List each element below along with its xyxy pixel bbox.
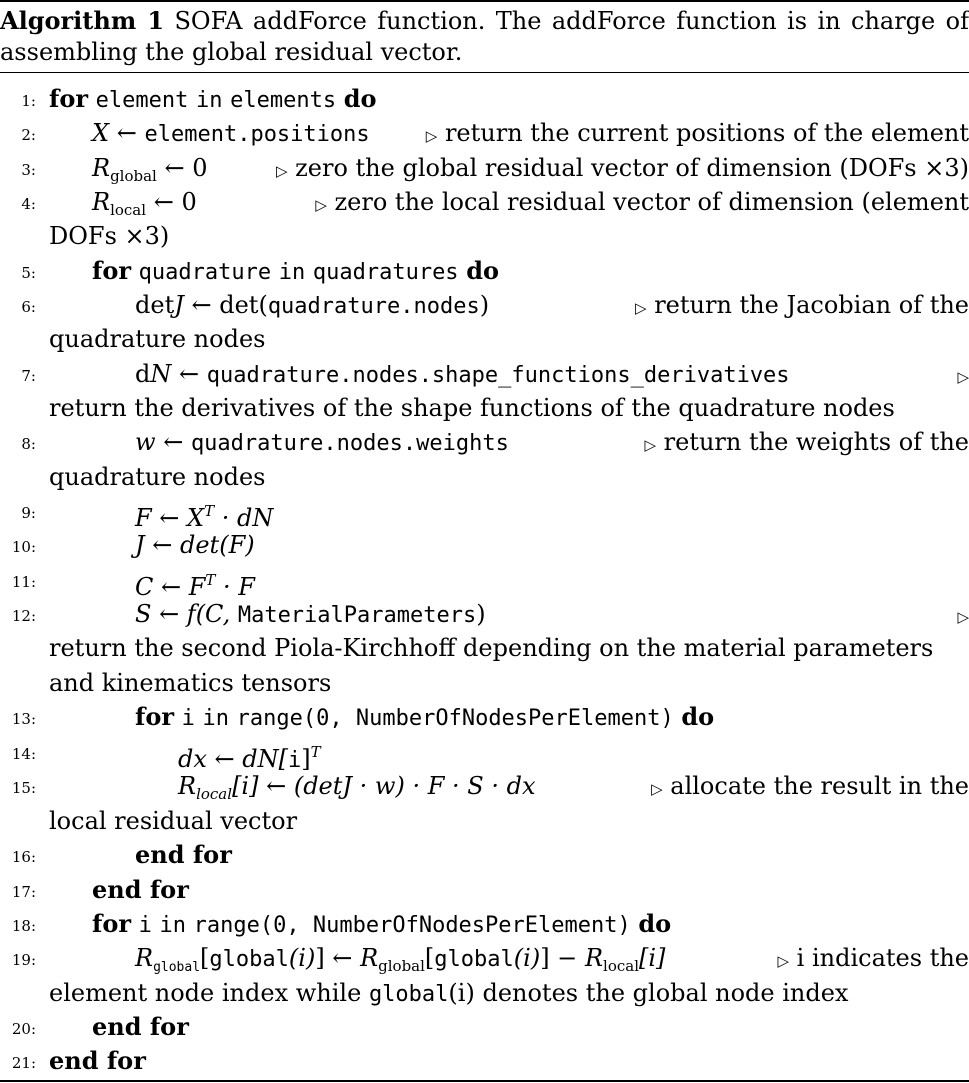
caption-text: SOFA addForce function. The addForce function is in charge of assembling the global residual vector. [0,7,969,66]
code-token: elements [230,88,337,113]
algorithm-block: Algorithm 1 SOFA addForce function. The addForce function is in charge of assembling the global residual vector. 1: for element in elements do 2: X ← element.positions ▷ return the current positions of the element 3: $R_{global}$ ← 0 ▷ zero the global residual vector of dimension (DOFs ×3) 4: $R_{local}$ ← 0 ▷ zero the local residual vector of dimension (element DOFs ×3) 5: for quadrature in quadratures do 6: detJ ← det(quadrature.nodes) ▷ return the Jacobian of the quadrature nodes 7: dN ← quadrature.nodes.shape_functions_derivatives ▷ return the derivatives of the shape functions of the quadrature nodes 8: w ← quadrature.nodes.weights ▷ return the weights of the quadrature nodes 9: F ← $X^T$ · dN 10: J ← det(F) 11: C ← $F^T \cdot F$ 12: S ← f(C, MaterialParameters) ▷ return the second Piola-Kirchhoff depending on the material parameters and kinematics tensors 13: for i in range(0, NumberOfNodesPerElement) do 14: dx ← $dN[i]^T$ 15: $R_{local}[i]$ ← (detJ · w) · F · S · dx ▷ allocate the result in the local residual vector 16: end for 17: end for 18: for i in range(0, NumberOfNodesPerElement) do 19: $R_{global}[global(i)]$ ← $R_{global}[global(i)] - R_{local}[i]$ ▷ i indicates the element node index while global(i) denotes the global node index 20: end for 21: end for [0,0,969,1083]
line-number: 19: [11,951,36,969]
comment-continuation: quadrature nodes [49,463,266,491]
keyword-do: do [681,702,715,731]
line-number: 8: [21,435,36,453]
math-var: R [584,944,604,972]
assign-arrow: ← [164,154,185,182]
line-number: 21: [11,1054,36,1072]
code-token: quadrature.nodes.shape_functions_derivatives [206,363,790,388]
comment-continuation: DOFs ×3) [49,222,170,250]
line-number: 20: [11,1020,36,1038]
comment-triangle-icon: ▷ [425,127,438,145]
math-expr: F ← X [135,504,205,532]
line-number: 6: [21,298,36,316]
top-rule [0,0,969,2]
keyword-end-for: end for [49,1046,146,1075]
comment-continuation: return the derivatives of the shape functions of the quadrature nodes [49,394,895,422]
keyword-for: for [92,256,131,285]
comment-triangle-icon: ▷ [957,368,969,386]
math-fn: det( [219,291,268,319]
code-token: in [202,706,230,731]
math-value: 0 [181,188,197,216]
line-number: 16: [11,848,36,866]
assign-arrow: ← [116,119,137,147]
math-expr: · dN [214,504,274,532]
keyword-for: for [135,702,174,731]
line-number: 5: [21,264,36,282]
math-sub: local [603,957,639,975]
comment-continuation: local residual vector [49,807,298,835]
math-expr: C ← F [135,573,206,601]
line-number: 7: [21,367,36,385]
code-token: quadrature.nodes.weights [190,431,509,456]
line-number: 14: [11,745,36,763]
math-expr: · F [215,573,255,601]
math-fn: det [135,291,175,319]
line-number: 4: [21,195,36,213]
keyword-end-for: end for [92,875,189,904]
code-token: quadrature [138,260,272,285]
assign-arrow: ← [163,428,184,456]
math-sub: global [110,167,157,185]
math-var: R [360,944,379,972]
math-var: R [135,944,154,972]
line-number: 15: [11,779,36,797]
math-sup: T [205,571,216,589]
math-sup: T [310,743,321,761]
keyword-do: do [343,84,377,113]
assign-arrow: ] ← [315,944,353,972]
line-number: 10: [11,538,36,556]
math-arg: (i) [288,944,316,972]
line-number: 12: [11,607,36,625]
caption-label: Algorithm 1 [0,6,165,35]
math-expr: [i] ← (detJ · w) · F · S · dx [232,772,536,800]
caption-rule [0,72,969,73]
assign-arrow: ← [153,188,174,216]
comment-continuation: return the second Piola-Kirchhoff depending on the material parameters [49,634,934,662]
code-token: quadrature.nodes [267,294,480,319]
math-sup: T [204,502,215,520]
math-sub: local [196,785,233,803]
code-token: in [278,260,306,285]
math-paren: ) [479,291,490,319]
code-token: i [181,706,195,731]
assign-arrow: ← [191,291,212,319]
math-expr: S ← f(C, [135,600,238,628]
line-number: 18: [11,917,36,935]
comment-triangle-icon: ▷ [777,952,790,970]
math-var: X [92,119,110,147]
line-number: 1: [21,92,36,110]
bottom-rule [0,1080,969,1082]
line-number: 11: [11,573,36,591]
math-paren: ] [301,745,311,773]
comment-text: zero the global residual vector of dimension (DOFs ×3) [295,154,969,182]
math-var: R [178,772,197,800]
assign-arrow: ← [179,360,200,388]
math-value: 0 [192,154,208,182]
comment-triangle-icon: ▷ [651,780,663,798]
line-number: 17: [11,883,36,901]
code-token: global [209,947,289,972]
keyword-for: for [92,909,131,938]
math-expr: dx ← dN[ [178,745,288,773]
comment-text: return the weights of the [663,428,969,456]
comment-text: i indicates the [796,944,969,972]
math-op: ] − [540,944,578,972]
keyword-for: for [49,84,88,113]
keyword-do: do [638,909,672,938]
math-sub: local [110,201,147,219]
math-fn: d [135,360,151,388]
code-token: quadratures [312,260,459,285]
comment-triangle-icon: ▷ [275,162,288,180]
code-token: i [288,748,302,773]
comment-text: return the Jacobian of the [654,291,969,319]
comment-triangle-icon: ▷ [957,608,969,626]
code-token: MaterialParameters [237,603,477,628]
keyword-end-for: end for [92,1012,189,1041]
code-token: i [138,913,152,938]
code-token: global [368,982,449,1007]
comment-triangle-icon: ▷ [644,436,656,454]
comment-text: allocate the result in the [670,772,969,800]
line-number: 2: [21,126,36,144]
comment-text: element node index while [49,979,362,1007]
keyword-end-for: end for [135,840,232,869]
code-token: global [434,947,514,972]
comment-text: (i) denotes the global node index [448,979,849,1007]
line-number: 3: [21,161,36,179]
comment-triangle-icon: ▷ [635,299,647,317]
math-var: R [92,154,111,182]
math-index: [i] [639,944,666,972]
keyword-do: do [466,256,499,285]
math-var: N [150,360,172,388]
comment-text: return the current positions of the element [444,119,969,147]
math-expr: J ← det(F) [135,531,255,559]
code-token: in [159,913,187,938]
line-number: 13: [11,710,36,728]
math-var: w [135,428,156,456]
code-token: element [95,88,189,113]
comment-text: zero the local residual vector of dimension (element [334,188,969,216]
math-sub: global [378,957,425,975]
code-token: range(0, NumberOfNodesPerElement) [193,913,631,938]
code-token: range(0, NumberOfNodesPerElement) [236,706,674,731]
comment-triangle-icon: ▷ [315,196,327,214]
math-sub: global [153,960,201,975]
line-number: 9: [21,504,36,522]
code-token: in [195,88,223,113]
math-var: R [92,188,111,216]
comment-continuation: quadrature nodes [49,325,266,353]
algorithm-caption [0,5,969,68]
comment-continuation [49,976,969,1012]
math-paren: ) [476,600,486,628]
code-token: element.positions [144,122,370,147]
comment-continuation: and kinematics tensors [49,669,332,697]
math-arg: (i) [513,944,541,972]
math-var: J [174,291,184,319]
